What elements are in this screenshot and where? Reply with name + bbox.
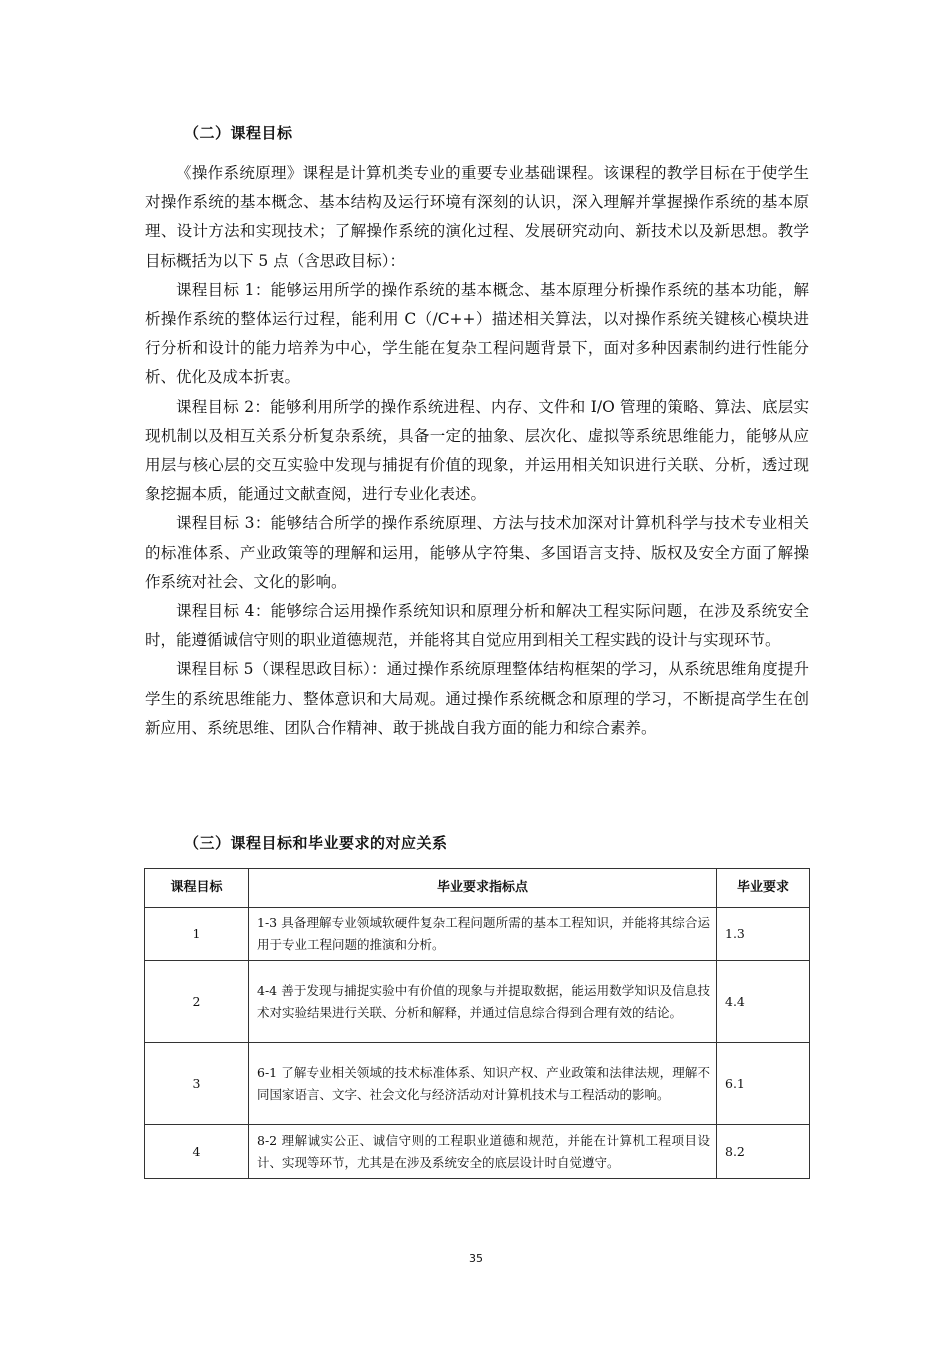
header-indicator: 毕业要求指标点 [249, 869, 717, 908]
table-row [145, 1043, 810, 1125]
section-heading-goal-mapping: （三）课程目标和毕业要求的对应关系 [184, 834, 448, 852]
goal-5-paragraph: 课程目标 5（课程思政目标）：通过操作系统原理整体结构框架的学习，从系统思维角度提升学生的系统思维能力、整体意识和大局观。通过操作系统概念和原理的学习，不断提高学生在创新应用、系统思维、团队合作精神、敢于挑战自我方面的能力和综合素养。 [145, 660, 809, 737]
cell-goal: 3 [145, 1043, 249, 1125]
cell-goal: 1 [145, 908, 249, 961]
goal-2-paragraph: 课程目标 2：能够利用所学的操作系统进程、内存、文件和 I/O 管理的策略、算法、底层实现机制以及相互关系分析复杂系统，具备一定的抽象、层次化、虚拟等系统思维能力，能够从应用层与核心层的交互实验中发现与捕捉有价值的现象，并运用相关知识进行关联、分析，透过现象挖掘本质，能通过文献查阅，进行专业化表述。 [145, 397, 809, 504]
table-header-row [145, 869, 810, 908]
cell-requirement: 4.4 [717, 961, 810, 1043]
cell-indicator: 6-1 了解专业相关领域的技术标准体系、知识产权、产业政策和法律法规，理解不同国家语言、文字、社会文化与经济活动对计算机技术与工程活动的影响。 [249, 1043, 717, 1125]
cell-requirement: 6.1 [717, 1043, 810, 1125]
section-heading-course-goals: （二）课程目标 [184, 124, 293, 142]
header-requirement: 毕业要求 [717, 869, 810, 908]
cell-requirement: 8.2 [717, 1125, 810, 1179]
header-course-goal: 课程目标 [145, 869, 249, 908]
cell-indicator: 4-4 善于发现与捕捉实验中有价值的现象与并提取数据，能运用数学知识及信息技术对实验结果进行关联、分析和解释，并通过信息综合得到合理有效的结论。 [249, 961, 717, 1043]
cell-goal: 2 [145, 961, 249, 1043]
goal-requirement-table [144, 868, 810, 1179]
course-goals-body [145, 159, 809, 743]
cell-requirement: 1.3 [717, 908, 810, 961]
table-row [145, 961, 810, 1043]
cell-indicator: 1-3 具备理解专业领域软硬件复杂工程问题所需的基本工程知识，并能将其综合运用于专业工程问题的推演和分析。 [249, 908, 717, 961]
table-row [145, 1125, 810, 1179]
table-row [145, 908, 810, 961]
goal-1-paragraph: 课程目标 1：能够运用所学的操作系统的基本概念、基本原理分析操作系统的基本功能，解析操作系统的整体运行过程，能利用 C（/C++）描述相关算法，以对操作系统关键核心模块进行分析和设计的能力培养为中心，学生能在复杂工程问题背景下，面对多种因素制约进行性能分析、优化及成本折衷。 [145, 280, 809, 387]
cell-indicator: 8-2 理解诚实公正、诚信守则的工程职业道德和规范，并能在计算机工程项目设计、实现等环节，尤其是在涉及系统安全的底层设计时自觉遵守。 [249, 1125, 717, 1179]
page-number: 35 [469, 1252, 483, 1265]
intro-paragraph: 《操作系统原理》课程是计算机类专业的重要专业基础课程。该课程的教学目标在于使学生对操作系统的基本概念、基本结构及运行环境有深刻的认识，深入理解并掌握操作系统的基本原理、设计方法和实现技术；了解操作系统的演化过程、发展研究动向、新技术以及新思想。教学目标概括为以下 5 点（含思政目标）： [145, 164, 809, 270]
goal-3-paragraph: 课程目标 3：能够结合所学的操作系统原理、方法与技术加深对计算机科学与技术专业相关的标准体系、产业政策等的理解和运用，能够从字符集、多国语言支持、版权及安全方面了解操作系统对社会、文化的影响。 [145, 514, 809, 591]
cell-goal: 4 [145, 1125, 249, 1179]
goal-4-paragraph: 课程目标 4：能够综合运用操作系统知识和原理分析和解决工程实际问题，在涉及系统安全时，能遵循诚信守则的职业道德规范，并能将其自觉应用到相关工程实践的设计与实现环节。 [145, 602, 809, 650]
